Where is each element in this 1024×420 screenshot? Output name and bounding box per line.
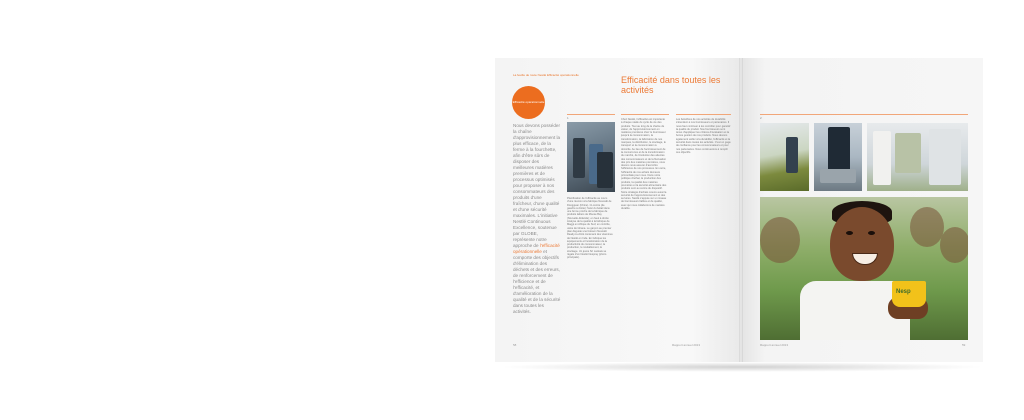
lab-photo — [867, 123, 968, 191]
page-number-right: 59 — [962, 343, 966, 347]
body-column: Chez Nestlé, l'efficacité est importante à chaque stade du cycle de vie des produits. Tout au long de la chaîne de valeur, de l'approvisionnement en matières premières chez le fournisseur jusqu'à la consommation, la transformation, la fabrication de nos marques, la distribution, le stockage, le transport et la consommation à domicile. Au lieu de l'accroissement de la concurrence et de la transformation du marché, de l'évolution des attentes des consommateurs et de la fluctuation des prix des matières premières, nous devons nous assurer d'accroître l'efficience de nos processus. En outre, l'efficacité de nos achats demeure primordiale pour nous. Dans notre politique d'achat, la production des produits, la qualité des matières premières et la sécurité alimentaire des produits sont au centre du dispositif. Notre stratégie d'achats couvre aussi la sécurité de l'approvisionnement et des services. Nestlé s'appuie sur un réseau de fournisseurs fiables et de qualité, avec qui nous collaborons de manière durable. — [621, 118, 667, 211]
intro-highlight: l'efficacité opérationnelle — [513, 243, 560, 254]
column-number: 1 — [567, 116, 569, 120]
cup — [892, 281, 926, 307]
intro-text: Nous devons posséder la chaîne d'approvisionnement la plus efficace, de la ferme à la fourchette, afin d'être sûrs de disposer des meilleures matières premières et de processus optimisés pour proposer à nos consommateurs des produits d'une fraîcheur, d'une qualité et d'une sécurité maximales. L'initiative Nestlé Continuous Excellence, soutenue par GLOBE, représente notre approche de — [513, 123, 561, 248]
worker-photo — [814, 123, 862, 191]
column-rule — [567, 114, 615, 115]
page-title: Efficacité dans toutes les activités — [621, 75, 721, 95]
boy-photo — [760, 197, 968, 340]
column-rule — [676, 114, 731, 115]
intro-text-end: et comporte des objectifs d'élimination des déchets et des erreurs, de renforcement de l'efficience et de l'efficacité, et d'amélioration de la qualité et de la sécurité dans toutes les activités. — [513, 249, 561, 314]
farm-photo — [760, 123, 809, 191]
column-rule — [621, 114, 669, 115]
body-column: Les bénéfices de nos activités de durabilité s'étendent à nos fournisseurs et partenaires. Il nous faut continuer à les contrôler pour garantir la qualité du produit. Nos fournisseurs sont tenus d'appliquer les critères d'évaluation et la bonne gestion de nos produits. Nous devons également veiller à la durabilité, l'efficacité et la sécurité dans toutes les activités. C'est un gage de confiance pour les consommateurs et pour nos partenaires. Nous continuerons à remplir ces objectifs. — [676, 118, 731, 154]
cup-brand: Nesp — [896, 289, 911, 295]
intro-paragraph — [513, 123, 561, 315]
section-badge: Efficacité opérationnelle — [512, 86, 545, 119]
book-spine — [739, 58, 743, 362]
column-number: 2 — [760, 116, 762, 120]
page-number-left: 58 — [513, 343, 517, 347]
meeting-photo — [567, 122, 615, 192]
footer-label-left: Rapport annuel 2013 — [672, 343, 701, 347]
caption-column: Planification de l'efficacité au cours d'une réunion à la fabrique Nescafé de Dongguan (Chine). Ci-contre (de gauche à droite): Suivi du bétail dans une ferme proche de la fabrique de produits laitiers de Moose Bay (Nouvelle-Zélande); en haut à droite: Analyse de la qualité à la fabrique de Maggi en Afrique du Sud; en contrôle, usine de Ghana. Le garçon au premier plan déguste une boisson Nescafé Ready-to-drink contenant des vitamines de Nestlé en Inde. En fabrique les équipements et l'amélioration de la productivité du consommateur, la production, le ravitaillement, le stockage. Un jeune Sri Lankais se régale d'un Nestlé Nespray (photo principale). — [567, 197, 613, 260]
footer-label-right: Rapport annuel 2013 — [760, 343, 789, 347]
book-shadow — [498, 362, 986, 372]
running-header: La feuille de route Nestlé Efficacité opérationnelle — [513, 73, 579, 77]
column-rule — [760, 114, 968, 115]
